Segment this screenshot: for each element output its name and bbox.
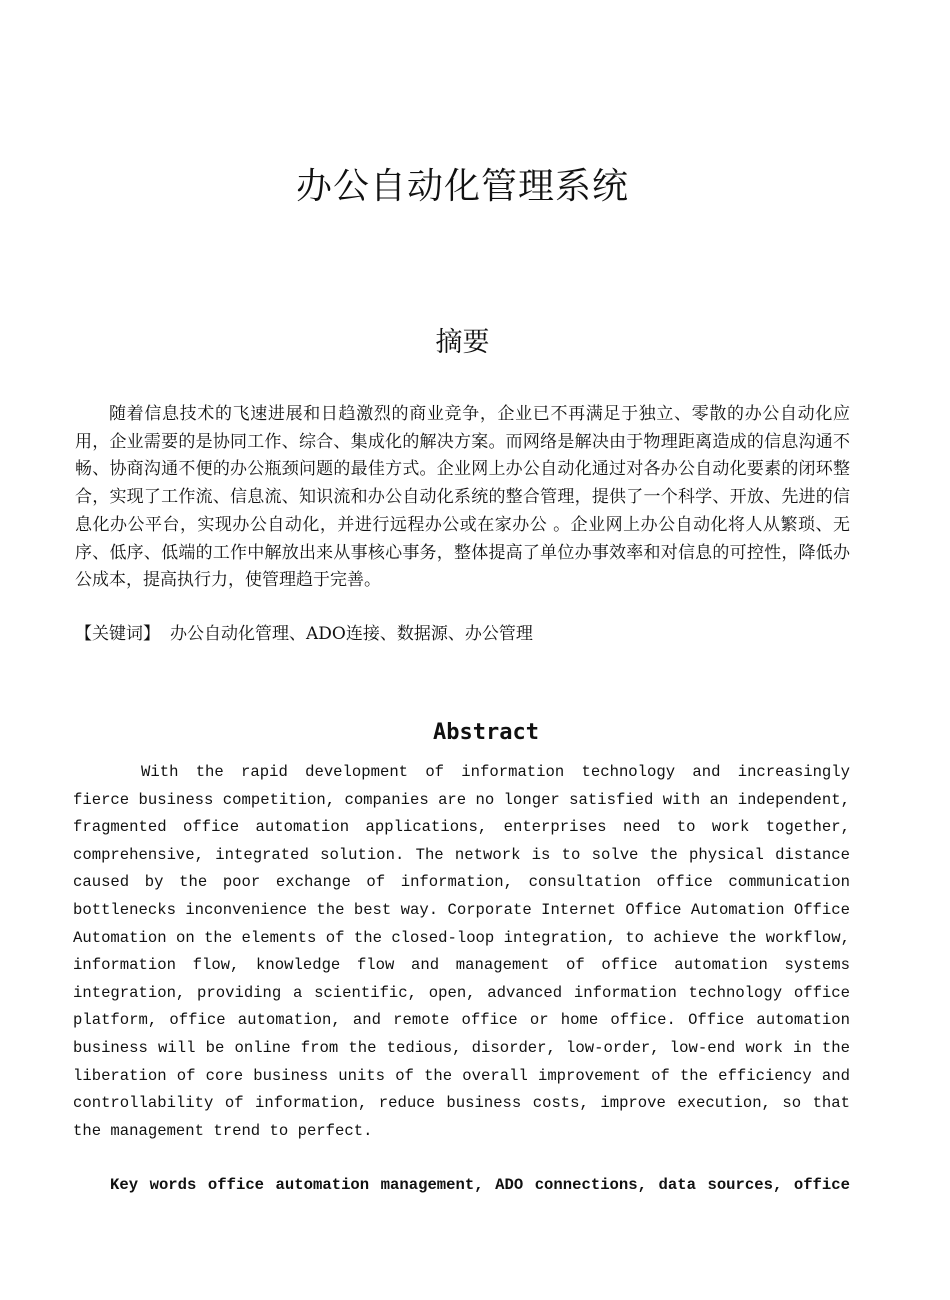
document-title: 办公自动化管理系统 (295, 166, 629, 207)
english-keywords: Key words office automation management, ADO connections, data sources, office (110, 1176, 850, 1194)
chinese-abstract-heading: 摘要 (435, 327, 490, 358)
chinese-keywords (75, 621, 850, 648)
chinese-keywords-label: 【关键词】 (75, 624, 160, 644)
chinese-abstract-body: 随着信息技术的飞速进展和日趋激烈的商业竞争，企业已不再满足于独立、零散的办公自动化应用，企业需要的是协同工作、综合、集成化的解决方案。而网络是解决由于物理距离造成的信息沟通不畅、协商沟通不便的办公瓶颈问题的最佳方式。企业网上办公自动化通过对各办公自动化要素的闭环整合，实现了工作流、信息流、知识流和办公自动化系统的整合管理，提供了一个科学、开放、先进的信息化办公平台，实现办公自动化，并进行远程办公或在家办公 。企业网上办公自动化将人从繁琐、无序、低序、低端的工作中解放出来从事核心事务，整体提高了单位办事效率和对信息的可控性，降低办公成本，提高执行力，使管理趋于完善。 (75, 404, 850, 591)
english-abstract-body: With the rapid development of information technology and increasingly fierce business competition, companies are no longer satisfied with an independent, fragmented office automation applications, enterprises need to work together, comprehensive, integrated solution. The network is to solve the physical distance caused by the poor exchange of information, consultation office communication bottlenecks inconvenience the best way. Corporate Internet Office Automation Office Automation on the elements of the closed-loop integration, to achieve the workflow, information flow, knowledge flow and management of office automation systems integration, providing a scientific, open, advanced information technology office platform, office automation, and remote office or home office. Office automation business will be online from the tedious, disorder, low-order, low-end work in the liberation of core business units of the overall improvement of the efficiency and controllability of information, reduce business costs, improve execution, so that the management trend to perfect. (73, 763, 850, 1140)
english-abstract-heading: Abstract (433, 720, 539, 745)
chinese-keywords-text: 办公自动化管理、ADO连接、数据源、办公管理 (170, 624, 533, 644)
